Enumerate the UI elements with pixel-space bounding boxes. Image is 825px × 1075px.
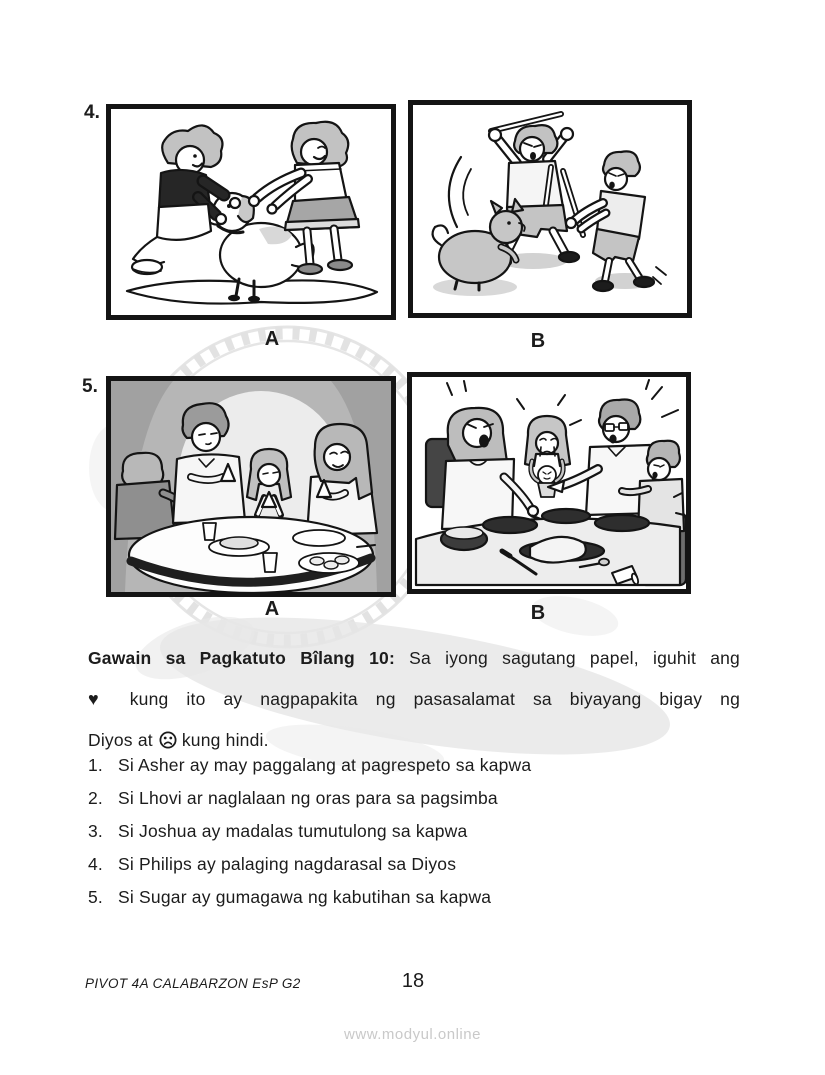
question-5-number: 5.	[82, 376, 98, 397]
instruction-text-3b: kung hindi.	[181, 730, 269, 750]
question-5-panel-a	[106, 376, 396, 597]
list-item-number: 4.	[88, 854, 103, 874]
question-4-panel-a	[106, 104, 396, 320]
activity-heading: Gawain sa Pagkatuto Bîlang 10:	[88, 648, 395, 668]
illustration-family-arguing-at-meal	[412, 377, 686, 589]
instruction-text-3a: Diyos at	[88, 730, 153, 750]
list-item	[88, 786, 748, 819]
list-item-text: Si Joshua ay madalas tumutulong sa kapwa	[118, 821, 468, 841]
list-item	[88, 852, 748, 885]
list-item	[88, 753, 748, 786]
sad-face-icon	[159, 731, 177, 749]
question-5-label-a: A	[264, 598, 280, 620]
list-item-text: Si Lhovi ar naglalaan ng oras para sa pagsimba	[118, 788, 498, 808]
list-item-text: Si Philips ay palaging nagdarasal sa Diyos	[118, 854, 457, 874]
list-item-number: 3.	[88, 821, 103, 841]
question-4-number: 4.	[84, 102, 100, 123]
instruction-text-1: Sa iyong sagutang papel, iguhit ang	[409, 648, 740, 668]
question-5-label-b: B	[530, 602, 546, 624]
heart-icon: ♥	[88, 689, 112, 709]
list-item-text: Si Sugar ay gumagawa ng kabutihan sa kapwa	[118, 887, 492, 907]
question-5-panel-b	[407, 372, 691, 594]
illustration-family-praying-before-meal	[111, 381, 391, 592]
footer-module-label: PIVOT 4A CALABARZON EsP G2	[85, 976, 301, 991]
list-item-number: 5.	[88, 887, 103, 907]
activity-instructions	[88, 645, 740, 768]
instruction-line-1	[88, 645, 740, 686]
question-4-panel-b	[408, 100, 692, 318]
question-4-label-b: B	[530, 330, 546, 352]
list-item-number: 2.	[88, 788, 103, 808]
instruction-line-2	[88, 686, 740, 727]
list-item-number: 1.	[88, 755, 103, 775]
list-item	[88, 885, 748, 918]
instruction-text-2: kung ito ay nagpapakita ng pasasalamat sa biyayang bigay ng	[129, 689, 741, 709]
list-item-text: Si Asher ay may paggalang at pagrespeto sa kapwa	[118, 755, 532, 775]
illustration-children-petting-dog	[111, 109, 391, 315]
site-watermark: www.modyul.online	[344, 1026, 481, 1043]
illustration-boys-hitting-dog	[413, 105, 687, 313]
page-number: 18	[401, 970, 425, 992]
question-4-label-a: A	[264, 328, 280, 350]
list-item	[88, 819, 748, 852]
statements-list	[88, 753, 748, 918]
